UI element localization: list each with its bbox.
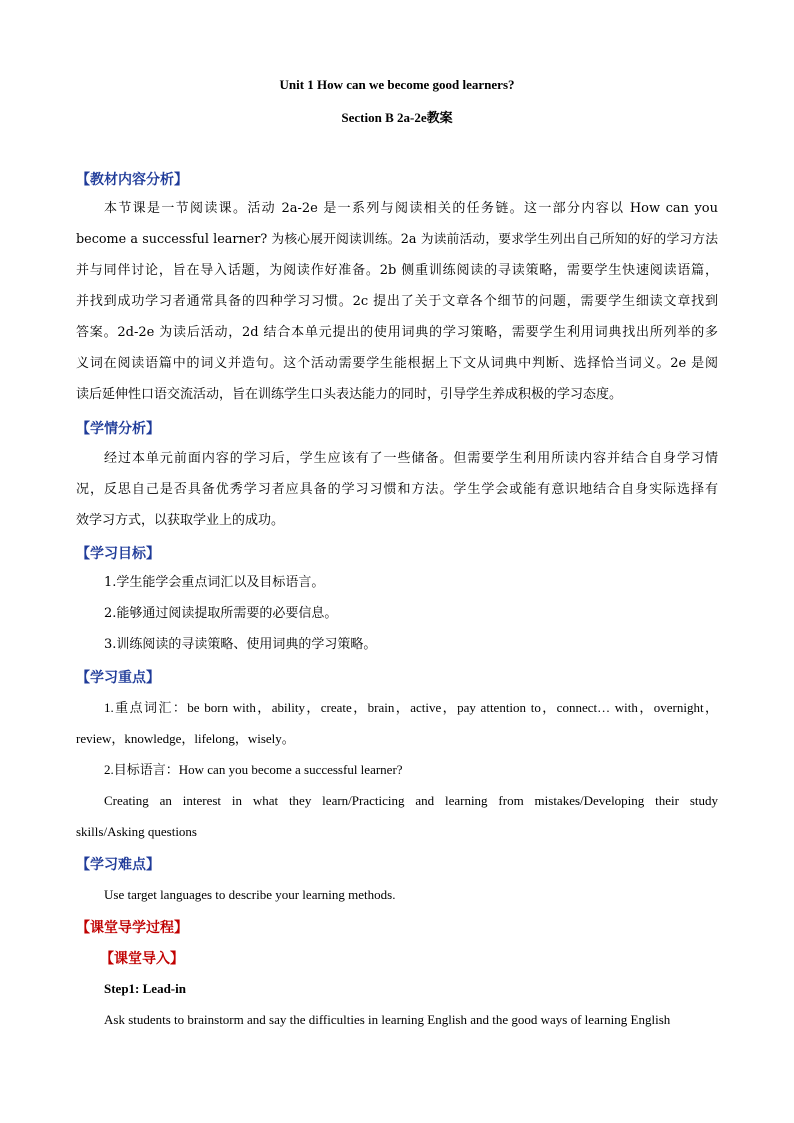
step-title: Step1: Lead-in — [104, 981, 186, 996]
goal-item: 3.训练阅读的寻读策略、使用词典的学习策略。 — [104, 637, 377, 652]
heading-learning-goals: 【学习目标】 — [76, 546, 160, 562]
heading-learner-analysis: 【学情分析】 — [76, 421, 160, 437]
document-title: Unit 1 How can we become good learners? — [279, 77, 515, 92]
analysis-line: 本节课是一节阅读课。活动 2a-2e 是一系列与阅读相关的任务链。这一部分内容以 How can you — [104, 201, 718, 216]
difficulties-text: Use target languages to describe your learning methods. — [104, 887, 396, 902]
examples-line: Creating an interest in what they learn/Practicing and learning from mistakes/Developing their study — [104, 793, 718, 808]
analysis-line: 并与同伴讨论，旨在导入话题，为阅读作好准备。2b 侧重训练阅读的寻读策略，需要学生快速阅读语篇， — [76, 263, 718, 278]
heading-class-process: 【课堂导学过程】 — [76, 920, 188, 936]
heading-class-intro: 【课堂导入】 — [100, 951, 184, 967]
goal-item: 1.学生能学会重点词汇以及目标语言。 — [104, 575, 325, 590]
examples-line: skills/Asking questions — [76, 824, 197, 839]
analysis-line: 答案。2d-2e 为读后活动，2d 结合本单元提出的使用词典的学习策略，需要学生利用词典找出所列举的多 — [76, 325, 718, 340]
learner-line: 况，反思自己是否具备优秀学习者应具备的学习习惯和方法。学生学会或能有意识地结合自身实际选择有 — [76, 482, 718, 497]
document-subtitle: Section B 2a-2e教案 — [341, 110, 453, 125]
vocab-line: review，knowledge，lifelong，wisely。 — [76, 731, 295, 746]
goal-item: 2.能够通过阅读提取所需要的必要信息。 — [104, 606, 338, 621]
analysis-line: 并找到成功学习者通常具备的四种学习习惯。2c 提出了关于文章各个细节的问题，需要学生细读文章找到 — [76, 294, 718, 309]
vocab-line: 1.重点词汇：be born with，ability，create，brain，active，pay attention to，connect… with，overnight， — [104, 700, 718, 715]
heading-difficulties: 【学习难点】 — [76, 857, 160, 873]
heading-key-points: 【学习重点】 — [76, 670, 160, 686]
heading-textbook-analysis: 【教材内容分析】 — [76, 172, 188, 188]
analysis-line: 读后延伸性口语交流活动，旨在训练学生口头表达能力的同时，引导学生养成积极的学习态度。 — [76, 387, 623, 402]
analysis-line: 义词在阅读语篇中的词义并造句。这个活动需要学生能根据上下文从词典中判断、选择恰当词义。2e 是阅 — [76, 356, 718, 371]
learner-line: 效学习方式，以获取学业上的成功。 — [76, 513, 285, 528]
analysis-line: become a successful learner? 为核心展开阅读训练。2a 为读前活动，要求学生列出自己所知的好的学习方法 — [76, 232, 718, 247]
learner-line: 经过本单元前面内容的学习后，学生应该有了一些储备。但需要学生利用所读内容并结合自身学习情 — [104, 451, 718, 466]
step-text: Ask students to brainstorm and say the difficulties in learning English and the good ways of learning English — [104, 1012, 671, 1027]
target-language-line: 2.目标语言：How can you become a successful learner? — [104, 762, 403, 777]
